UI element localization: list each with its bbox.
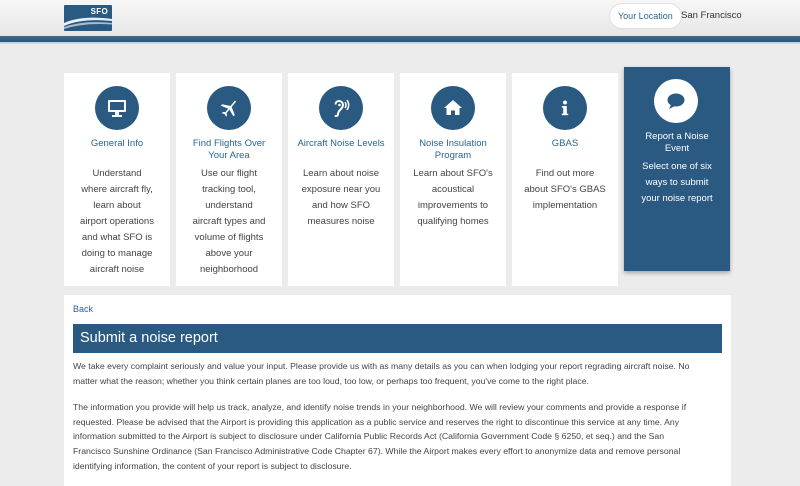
monitor-icon (95, 86, 139, 130)
card-gbas[interactable] (512, 73, 618, 286)
desc-line: Learn about SFO's (413, 168, 493, 179)
paragraph-line: requested. Please be advised that the Airport is providing this application as a public service and reserves the right to discontinue this service at any time. Any (73, 416, 680, 427)
desc-line: where aircraft fly, (81, 184, 153, 195)
desc-line: ways to submit (645, 177, 709, 188)
card-description (520, 166, 610, 214)
card-find-flights[interactable] (176, 73, 282, 286)
section-header (73, 324, 722, 353)
paragraph-line: We take every complaint seriously and value your input. Please provide us with as many details as you can when lodging your report regrading aircraft noise. No (73, 361, 690, 371)
desc-line: aircraft noise (89, 264, 145, 275)
paragraph-line: The information you provide will help us track, analyze, and identify noise trends in your neighborhood. We will review your comments and provide a response if (73, 402, 687, 412)
desc-line: exposure near you (301, 184, 381, 195)
paragraph-line: matter what the reason; whether you think certain planes are too loud, too low, or perhaps too frequent, you've come to the right place. (73, 375, 589, 386)
card-description (408, 166, 498, 230)
sfo-logo[interactable] (64, 5, 112, 31)
desc-line: your noise report (641, 193, 713, 204)
back-link[interactable]: Back (73, 304, 94, 314)
card-title: Aircraft Noise Levels (297, 138, 385, 149)
desc-line: implementation (532, 200, 598, 211)
desc-line: Understand (92, 168, 142, 179)
card-report-noise-event[interactable] (624, 67, 730, 271)
title-line: Report a Noise (645, 131, 709, 142)
content-panel (64, 295, 731, 486)
title-line: Event (664, 143, 690, 154)
desc-line: doing to manage (81, 248, 153, 259)
speech-bubble-icon (654, 79, 698, 123)
desc-line: understand (205, 200, 253, 211)
info-icon (543, 86, 587, 130)
disclosure-paragraph (73, 400, 725, 474)
desc-line: improvements to (417, 200, 489, 211)
desc-line: Learn about noise (302, 168, 380, 179)
title-line: Noise Insulation (419, 138, 487, 149)
desc-line: aircraft types and (192, 216, 266, 227)
desc-line: Use our flight (201, 168, 257, 179)
header-divider-highlight (0, 42, 800, 44)
section-title: Submit a noise report (80, 330, 218, 346)
desc-line: about SFO's GBAS (524, 184, 606, 195)
card-title (180, 138, 278, 162)
desc-line: airport operations (80, 216, 154, 227)
desc-line: acoustical (431, 184, 475, 195)
title-line: Your Area (208, 150, 250, 161)
card-description (632, 159, 722, 207)
card-general-info[interactable] (64, 73, 170, 286)
card-aircraft-noise-levels[interactable] (288, 73, 394, 286)
desc-line: Find out more (535, 168, 595, 179)
site-header (0, 0, 800, 36)
card-noise-insulation[interactable] (400, 73, 506, 286)
desc-line: volume of flights (194, 232, 264, 243)
paragraph-line: information submitted to the Airport is subject to disclosure under California Public Records Act (California Government Code § 6250, et seq.) and the San (73, 431, 665, 442)
desc-line: measures noise (307, 216, 375, 227)
card-title: General Info (90, 138, 144, 149)
title-line: Program (434, 150, 472, 161)
home-icon (431, 86, 475, 130)
logo-text: SFO (90, 7, 108, 16)
card-title: GBAS (551, 138, 579, 149)
hearing-icon (319, 86, 363, 130)
title-line: Find Flights Over (192, 138, 266, 149)
paragraph-line: identifying information, the content of your report is subject to disclosure. (73, 460, 352, 471)
intro-paragraph (73, 359, 725, 388)
desc-line: learn about (93, 200, 141, 211)
your-location-button[interactable]: Your Location (610, 4, 681, 28)
card-title (628, 131, 726, 155)
desc-line: Select one of six (642, 161, 712, 172)
desc-line: qualifying homes (417, 216, 489, 227)
card-description (296, 166, 386, 230)
paragraph-line: Francisco Sunshine Ordinance (San Francisco Administrative Code Chapter 67). While the Airport makes every effort to anonymize data and remove personal (73, 446, 681, 457)
card-description (184, 166, 274, 278)
desc-line: and how SFO (311, 200, 371, 211)
card-description (72, 166, 162, 278)
desc-line: tracking tool, (202, 184, 256, 195)
desc-line: neighborhood (199, 264, 259, 275)
desc-line: and what SFO is (81, 232, 153, 243)
card-title (404, 138, 502, 162)
desc-line: above your (205, 248, 253, 259)
airplane-icon (207, 86, 251, 130)
location-city: San Francisco (681, 10, 742, 21)
